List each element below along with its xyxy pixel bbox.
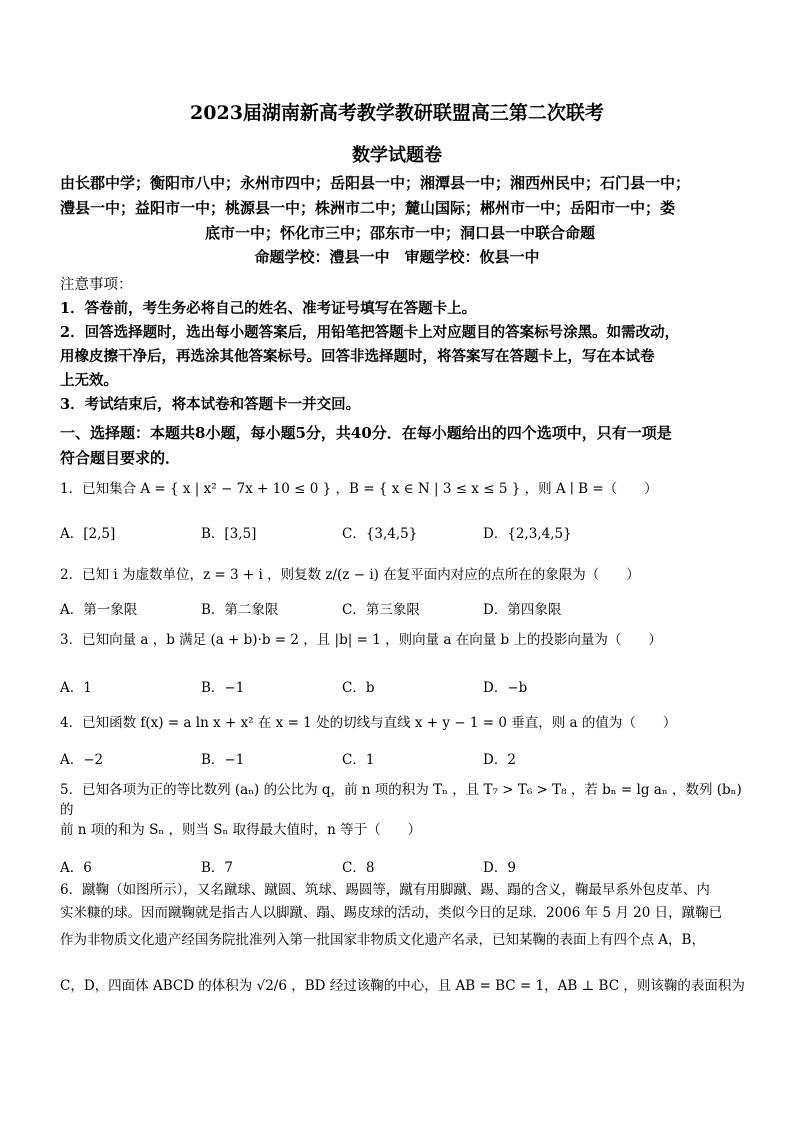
question-4-stem: 4．已知函数 f(x) = a ln x + x² 在 x = 1 处的切线与直线 x + y − 1 = 0 垂直，则 a 的值为（ ）	[60, 715, 677, 731]
question-3-options	[60, 676, 750, 696]
question-6-line: 6．蹴鞠（如图所示），又名蹴球、蹴圆、筑球、踢圆等，蹴有用脚蹴、踢、蹋的含义，鞠最早系外包皮革、内	[60, 882, 710, 898]
question-6-line: 实米糠的球。因而蹴鞠就是指古人以脚蹴、蹋、踢皮球的活动，类似今日的足球．2006 年 5 月 20 日，蹴鞠已	[60, 905, 723, 921]
question-5-stem-continued: 前 n 项的和为 Sₙ ，则当 Sₙ 取得最大值时，n 等于（ ）	[60, 822, 422, 838]
schools-line: 澧县一中；益阳市一中；桃源县一中；株洲市二中；麓山国际；郴州市一中；岳阳市一中；娄	[60, 199, 676, 217]
note-item: 2．回答选择题时，选出每小题答案后，用铅笔把答题卡上对应题目的答案标号涂黑。如需改动，	[60, 324, 680, 341]
option-a: A．1	[60, 680, 92, 696]
note-item: 用橡皮擦干净后，再选涂其他答案标号。回答非选择题时，将答案写在答题卡上，写在本试卷	[60, 348, 655, 365]
schools-line: 底市一中；怀化市三中；邵东市一中；洞口县一中联合命题	[204, 224, 595, 242]
section-line: 一、选择题：本题共8小题，每小题5分，共40分．在每小题给出的四个选项中，只有一项是	[60, 424, 672, 442]
option-c: C．b	[342, 680, 375, 696]
option-b: B．第二象限	[201, 602, 279, 618]
section-heading	[60, 421, 740, 471]
question-2-stem: 2．已知 i 为虚数单位，z = 3 + i ，则复数 z/(z − i) 在复平面内对应的点所在的象限为（ ）	[60, 567, 640, 583]
exam-notes	[60, 273, 740, 417]
option-d: D．2	[483, 752, 516, 768]
option-c: C．{3,4,5}	[342, 526, 418, 542]
participating-schools	[60, 171, 740, 246]
option-d: D．−b	[483, 680, 528, 696]
question-1-stem: 1．已知集合 A = { x | x² − 7x + 10 ≤ 0 } ，B = { x ∈ N | 3 ≤ x ≤ 5 } ，则 A ∣ B =（ ）	[60, 481, 658, 497]
proposer-line: 命题学校：澧县一中 审题学校：攸县一中	[254, 248, 540, 266]
question-5-options	[60, 856, 750, 876]
option-b: B．[3,5]	[201, 526, 257, 542]
question-4-options	[60, 748, 750, 768]
option-b: B．7	[201, 860, 234, 876]
option-d: D．{2,3,4,5}	[483, 526, 572, 542]
note-item: 3．考试结束后，将本试卷和答题卡一并交回。	[60, 396, 361, 413]
notes-heading: 注意事项：	[60, 277, 133, 293]
option-c: C．第三象限	[342, 602, 420, 618]
exam-subtitle: 数学试题卷	[352, 145, 442, 166]
schools-line: 由长郡中学；衡阳市八中；永州市四中；岳阳县一中；湘潭县一中；湘西州民中；石门县一中；	[60, 174, 691, 192]
option-c: C．8	[342, 860, 375, 876]
note-item: 1．答卷前，考生务必将自己的姓名、准考证号填写在答题卡上。	[60, 300, 477, 317]
option-b: B．−1	[201, 752, 245, 768]
option-a: A．6	[60, 860, 92, 876]
question-2-options	[60, 598, 750, 618]
option-a: A．[2,5]	[60, 526, 116, 542]
exam-title: 2023届湖南新高考教学教研联盟高三第二次联考	[190, 102, 604, 124]
option-b: B．−1	[201, 680, 245, 696]
option-a: A．第一象限	[60, 602, 138, 618]
option-c: C．1	[342, 752, 375, 768]
question-6-line: C，D，四面体 ABCD 的体积为 √2/6 ，BD 经过该鞠的中心，且 AB = BC = 1，AB ⊥ BC ，则该鞠的表面积为	[60, 978, 745, 994]
question-6-line: 作为非物质文化遗产经国务院批准列入第一批国家非物质文化遗产名录，已知某鞠的表面上有四个点 A，B，	[60, 932, 705, 948]
section-line: 符合题目要求的．	[60, 449, 181, 467]
question-5-stem: 5．已知各项为正的等比数列 (aₙ) 的公比为 q，前 n 项的积为 Tₙ ，且 T₇ > T₆ > T₈ ，若 bₙ = lg aₙ ，数列 (bₙ) 的	[60, 782, 742, 818]
option-a: A．−2	[60, 752, 104, 768]
option-d: D．9	[483, 860, 516, 876]
option-d: D．第四象限	[483, 602, 562, 618]
note-item: 上无效。	[60, 372, 118, 389]
question-3-stem: 3．已知向量 a ，b 满足 (a + b)·b = 2 ，且 |b| = 1 ，则向量 a 在向量 b 上的投影向量为（ ）	[60, 632, 662, 648]
question-1-options	[60, 522, 750, 542]
